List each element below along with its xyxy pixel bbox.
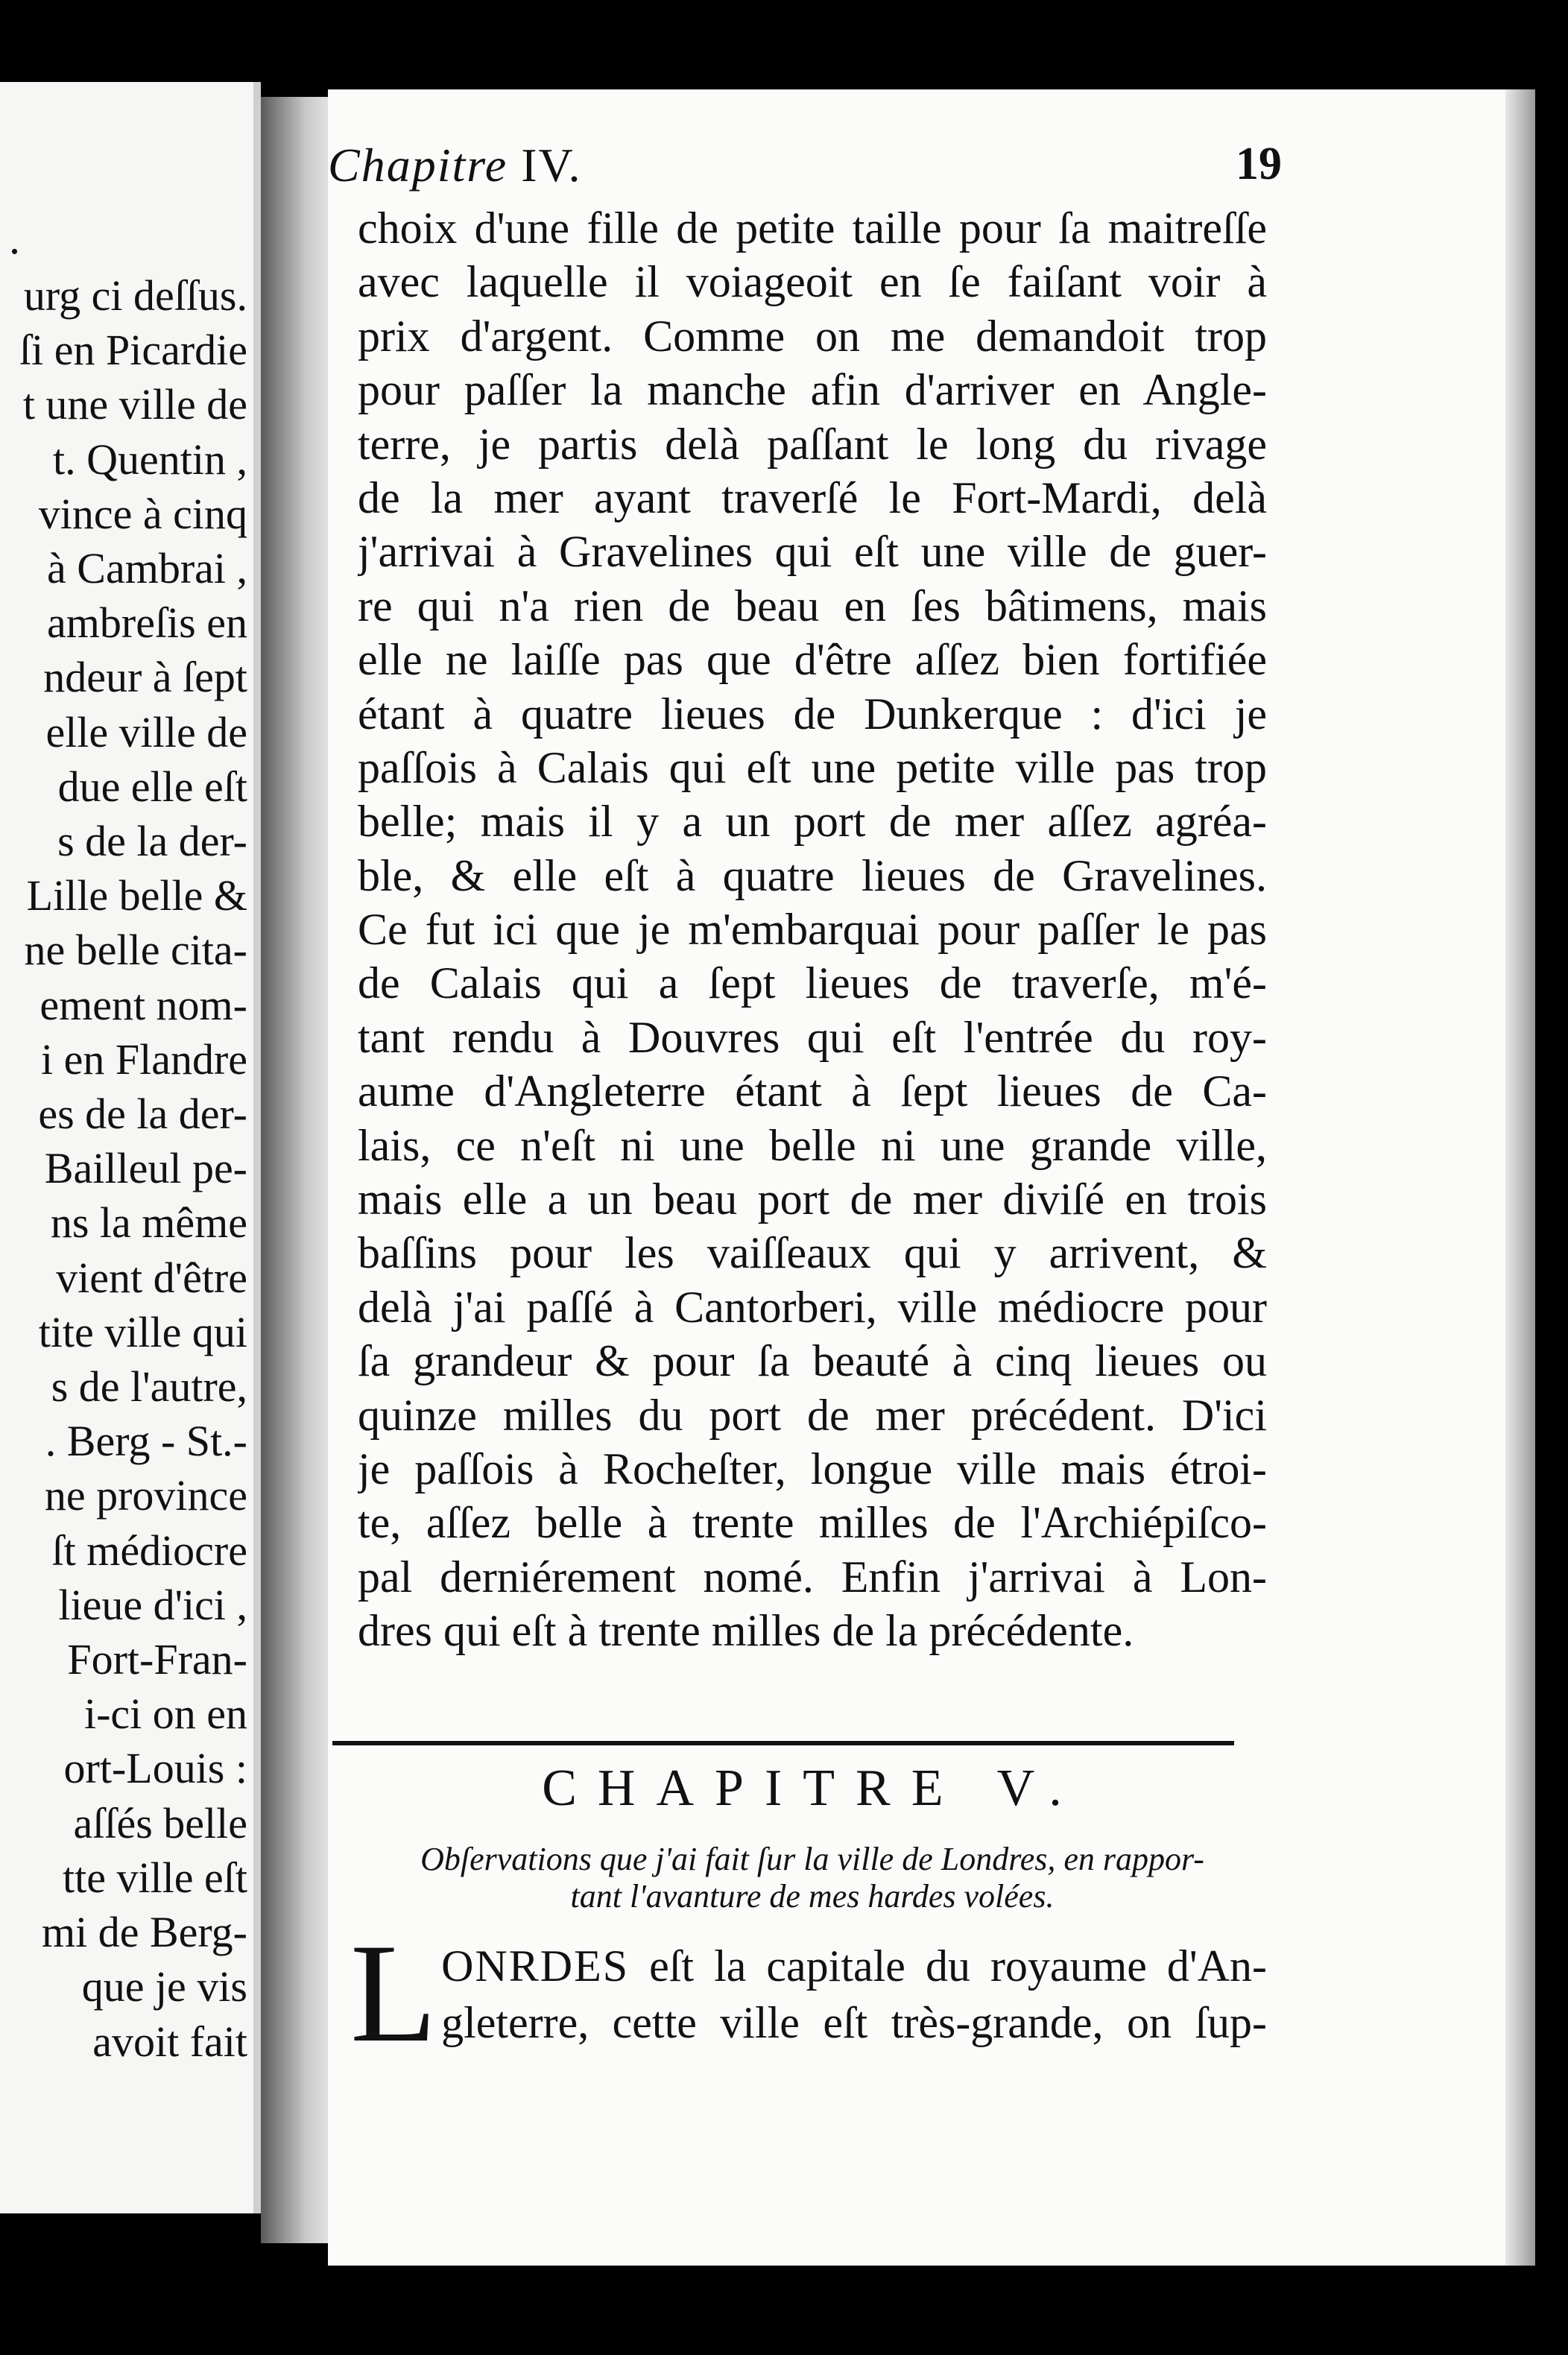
body-line: de Calais qui a ſept lieues de traverſe, m'é- — [358, 958, 1267, 1008]
left-page-line: vient d'être — [56, 1253, 247, 1302]
page-header — [328, 138, 1289, 197]
left-page-line: ambreſis en — [47, 598, 247, 648]
left-page-line: elle ville de — [45, 707, 247, 756]
body-line: paſſois à Calais qui eſt une petite ville pas trop — [358, 742, 1267, 792]
opening-line: gleterre, cette ville eſt très-grande, on ſup- — [441, 1998, 1267, 2047]
page-number: 19 — [1236, 139, 1282, 189]
left-page-line: tte ville eſt — [62, 1853, 247, 1902]
drop-cap: L — [350, 1915, 437, 2072]
running-head-title: Chapitre — [328, 139, 508, 192]
left-page-line: i-ci on en — [83, 1689, 247, 1739]
left-page-line: i en Flandre — [40, 1034, 247, 1084]
body-line: ble, & elle eſt à quatre lieues de Gravelines. — [358, 850, 1267, 900]
left-page-line: Bailleul pe- — [44, 1144, 247, 1193]
body-line: dres qui eſt à trente milles de la précédente. — [358, 1606, 1134, 1656]
book-gutter — [261, 97, 335, 2243]
left-page-line: . Berg - St.- — [45, 1417, 247, 1466]
running-head — [328, 138, 581, 193]
left-page-line: ns la même — [50, 1198, 247, 1248]
left-page-line: ement nom- — [39, 980, 247, 1029]
body-line: pour paſſer la manche afin d'arriver en Angle- — [358, 365, 1267, 415]
opening-smallcaps: ONRDES — [441, 1941, 630, 1991]
body-line: prix d'argent. Comme on me demandoit trop — [358, 311, 1267, 361]
left-page-line: mi de Berg- — [42, 1908, 247, 1957]
left-page-line: ne province — [44, 1471, 247, 1520]
chapter-summary-line: Obſervations que j'ai fait ſur la ville de Londres, en rappor- — [420, 1841, 1204, 1877]
chapter-summary-line: tant l'avanture de mes hardes volées. — [570, 1878, 1055, 1915]
body-line: Ce fut ici que je m'embarquai pour paſſer le pas — [358, 905, 1267, 955]
page-edge — [1505, 89, 1535, 2266]
body-line: lais, ce n'eſt ni une belle ni une grande ville, — [358, 1120, 1267, 1170]
body-line: te, aſſez belle à trente milles de l'Archiépiſco- — [358, 1498, 1267, 1548]
left-facing-page — [0, 82, 261, 2213]
body-line: delà j'ai paſſé à Cantorberi, ville médiocre pour — [358, 1282, 1267, 1332]
left-page-line: Fort-Fran- — [67, 1635, 247, 1684]
left-page-line: avoit fait — [92, 2017, 247, 2066]
left-page-line: ndeur à ſept — [43, 653, 247, 702]
left-page-line: ſi en Picardie — [19, 326, 247, 375]
left-page-line: due elle eſt — [57, 762, 247, 811]
left-page-line: ort-Louis : — [63, 1744, 247, 1793]
left-page-line: es de la der- — [38, 1090, 247, 1139]
body-line: avec laquelle il voiageoit en ſe faiſant voir à — [358, 257, 1267, 307]
left-page-line: aſſés belle — [73, 1798, 247, 1847]
body-line: pal derniérement nomé. Enfin j'arrivai à Lon- — [358, 1552, 1267, 1602]
chapter-summary — [328, 1841, 1297, 1915]
running-head-numeral: IV. — [521, 139, 582, 192]
body-line: tant rendu à Douvres qui eſt l'entrée du roy- — [358, 1012, 1267, 1062]
left-page-line: urg ci deſſus. — [23, 271, 247, 320]
left-page-line: t. Quentin , — [53, 434, 247, 484]
chapter-rule — [332, 1741, 1234, 1745]
left-page-line: ne belle cita- — [24, 926, 247, 975]
left-page-line: s de la der- — [57, 817, 247, 866]
opening-line-rest: eſt la capitale du royaume d'An- — [649, 1941, 1267, 1991]
left-page-line: s de l'autre, — [51, 1362, 247, 1412]
left-page-line: ſt médiocre — [51, 1526, 247, 1575]
body-line: re qui n'a rien de beau en ſes bâtimens, mais — [358, 581, 1267, 630]
left-page-line: tite ville qui — [38, 1307, 247, 1356]
body-line: quinze milles du port de mer précédent. D'ici — [358, 1390, 1267, 1440]
chapter-opening — [350, 1915, 1267, 2072]
body-line: de la mer ayant traverſé le Fort-Mardi, delà — [358, 472, 1267, 522]
body-line: je paſſois à Rocheſter, longue ville mais étroi- — [358, 1444, 1267, 1493]
body-line: étant à quatre lieues de Dunkerque : d'ici je — [358, 689, 1267, 739]
body-line: elle ne laiſſe pas que d'être aſſez bien fortifiée — [358, 635, 1267, 685]
body-text — [358, 201, 1267, 1658]
body-line: ſa grandeur & pour ſa beauté à cinq lieues ou — [358, 1336, 1267, 1386]
opening-line — [350, 1938, 1267, 1994]
left-page-text — [0, 268, 247, 2069]
body-line: aume d'Angleterre étant à ſept lieues de Ca- — [358, 1066, 1267, 1116]
left-page-line: t une ville de — [22, 380, 247, 429]
body-line: j'arrivai à Gravelines qui eſt une ville de guer- — [358, 527, 1267, 577]
body-line: terre, je partis delà paſſant le long du rivage — [358, 419, 1267, 469]
body-line: mais elle a un beau port de mer diviſé en trois — [358, 1175, 1267, 1224]
body-line: choix d'une fille de petite taille pour ſa maitreſſe — [358, 203, 1267, 253]
chapter-title: CHAPITRE V. — [542, 1760, 1083, 1817]
body-line: baſſins pour les vaiſſeaux qui y arrivent, & — [358, 1228, 1267, 1278]
left-page-line: que je vis — [81, 1962, 247, 2011]
left-page-line: vince à cinq — [38, 489, 247, 538]
left-page-mark: . — [9, 214, 20, 263]
left-page-line: à Cambrai , — [47, 544, 247, 593]
body-line: belle; mais il y a un port de mer aſſez agréa- — [358, 797, 1267, 847]
left-page-line: lieue d'ici , — [58, 1580, 247, 1629]
left-page-line: Lille belle & — [26, 871, 247, 920]
